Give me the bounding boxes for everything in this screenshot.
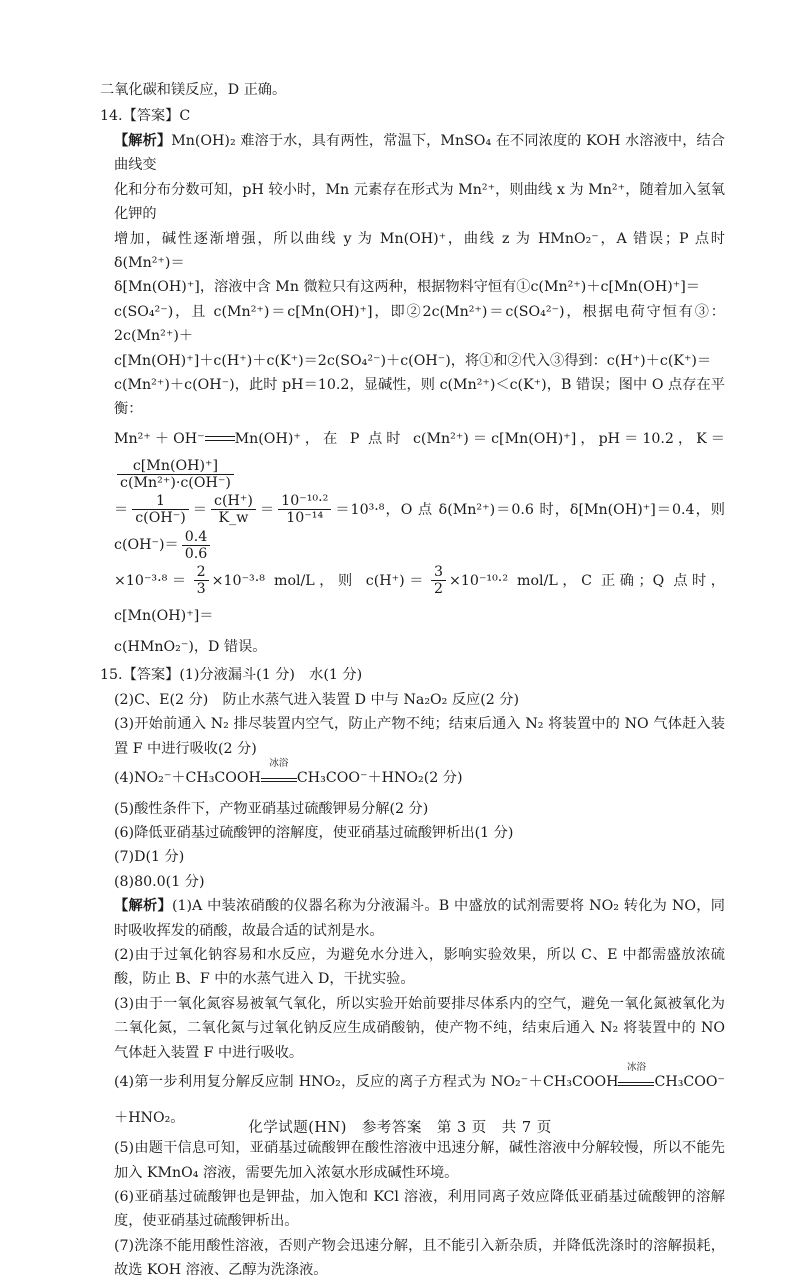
- q15-answers: [100, 688, 725, 1283]
- k-expression-fraction: $\frac{c[Mn(OH)^+]}{\text{c(Mn²⁺)·c(OH⁻)}}$: [117, 458, 234, 492]
- q14-line-3: 增加，碱性逐渐增强，所以曲线 y 为 Mn(OH)⁺，曲线 z 为 HMnO₂⁻，A 错误；P 点时 δ(Mn²⁺)＝: [114, 230, 725, 271]
- q15-answer-4: (4)NO₂⁻＋CH₃COOH 冰浴 CH₃COO⁻＋HNO₂(2 分): [114, 758, 463, 787]
- q14-answer-heading: 14.【答案】C: [100, 108, 191, 125]
- q14-line-6: c[Mn(OH)⁺]＋c(H⁺)＋c(K⁺)＝2c(SO₄²⁻)＋c(OH⁻)，将①和②代入③得到：c(H⁺)＋c(K⁺)＝: [114, 352, 712, 369]
- q14-line-2: 化和分布分数可知，pH 较小时，Mn 元素存在形式为 Mn²⁺，则曲线 x 为 Mn²⁺，随着加入氢氧化钾的: [114, 181, 725, 223]
- q15-answer-heading: 15.【答案】(1)分液漏斗(1 分) 水(1 分): [100, 667, 363, 684]
- q15-explanation-2: (2)由于过氧化钠容易和水反应，为避免水分进入，影响实验效果，所以 C、E 中都需盛放浓硫酸，防止 B、F 中的水蒸气进入 D，干扰实验。: [114, 947, 725, 988]
- q15-answer-5: (5)酸性条件下，产物亚硝基过硫酸钾易分解(2 分): [114, 800, 429, 817]
- q15-answer-8: (8)80.0(1 分): [114, 873, 205, 890]
- q15-answer-6: (6)降低亚硝基过硫酸钾的溶解度，使亚硝基过硫酸钾析出(1 分): [114, 824, 514, 841]
- q14-explanation: [100, 129, 725, 659]
- fraction-2: $\frac{c(H^+)}{K\_w}$: [211, 493, 256, 527]
- q14-line-4: δ[Mn(OH)⁺]，溶液中含 Mn 微粒只有这两种，根据物料守恒有①c(Mn²⁺)＋c[Mn(OH)⁺]＝: [114, 279, 700, 296]
- fraction-5: $\frac{2}{3}$: [194, 564, 209, 598]
- q14-explanation-tag: 【解析】: [114, 132, 172, 149]
- page-footer: 化学试题(HN) 参考答案 第 3 页 共 7 页: [248, 1120, 552, 1136]
- reaction-arrow-icon: 冰浴: [618, 1076, 654, 1086]
- fraction-3: $\frac{\text{10⁻¹⁰·²}}{\text{10⁻¹⁴}}$: [278, 493, 331, 527]
- q15-answer-2: (2)C、E(2 分) 防止水蒸气进入装置 D 中与 Na₂O₂ 反应(2 分): [114, 691, 520, 708]
- q14-line-10: ×10⁻³·⁸＝ $\frac{2}{3}$ ×10⁻³·⁸ mol/L，则 c(H⁺)＝ $\frac{3}{2}$ ×10⁻¹⁰·² mol/L，C 正确；Q 点时，c[Mn(OH)⁺]＝: [114, 564, 725, 625]
- fraction-4: $\frac{0.4}{0.6}$: [182, 529, 211, 563]
- q15-explanation-7: (7)洗涤不能用酸性溶液，否则产物会迅速分解，且不能引入新杂质，并降低洗涤时的溶解损耗，故选 KOH 溶液、乙醇为洗涤液。: [114, 1237, 725, 1279]
- q15-explanation-tag: 【解析】: [114, 898, 172, 915]
- q14-line-5: c(SO₄²⁻)，且 c(Mn²⁺)＝c[Mn(OH)⁺]，即②2c(Mn²⁺)＝c(SO₄²⁻)，根据电荷守恒有③：2c(Mn²⁺)＋: [114, 303, 725, 345]
- q14-line-1: 【解析】Mn(OH)₂ 难溶于水，具有两性，常温下，MnSO₄ 在不同浓度的 KOH 水溶液中，结合曲线变: [114, 132, 725, 174]
- q15-explanation-1: 【解析】(1)A 中装浓硝酸的仪器名称为分液漏斗。B 中盛放的试剂需要将 NO₂ 转化为 NO，同时吸收挥发的硝酸，故最合适的试剂是水。: [114, 898, 725, 939]
- q14-line-8: Mn²⁺＋OH⁻ Mn(OH)⁺，在 P 点时 c(Mn²⁺)＝c[Mn(OH)⁺]，pH＝10.2，K＝ $\frac{c[Mn(OH)^+]}{\text{c(Mn²⁺)·c(OH⁻)}}$: [114, 430, 725, 491]
- q15-explanation-5: (5)由题干信息可知，亚硝基过硫酸钾在酸性溶液中迅速分解，碱性溶液中分解较慢，所以不能先加入 KMnO₄ 溶液，需要先加入浓氨水形成碱性环境。: [114, 1140, 725, 1181]
- q15-answer-7: (7)D(1 分): [114, 849, 185, 866]
- q15-explanation-4: (4)第一步利用复分解反应制 HNO₂，反应的离子方程式为 NO₂⁻＋CH₃COOH 冰浴 CH₃COO⁻＋HNO₂。: [114, 1062, 725, 1126]
- equilibrium-arrow-icon: [205, 434, 235, 444]
- q15-answer-3: (3)开始前通入 N₂ 排尽装置内空气，防止产物不纯；结束后通入 N₂ 将装置中的 NO 气体赶入装置 F 中进行吸收(2 分): [114, 716, 725, 757]
- continuation-line: 二氧化碳和镁反应，D 正确。: [100, 82, 287, 98]
- answer-page: [100, 78, 725, 1283]
- fraction-1: $\frac{1}{c(OH^-)}$: [132, 493, 189, 527]
- q15-explanation-3: (3)由于一氧化氮容易被氧气氧化，所以实验开始前要排尽体系内的空气，避免一氧化氮被氧化为二氧化氮，二氧化氮与过氧化钠反应生成硝酸钠，使产物不纯，结束后通入 N₂ 将装置中的 NO 气体赶入装置 F 中进行吸收。: [114, 995, 725, 1061]
- reaction-arrow-icon: 冰浴: [261, 772, 297, 782]
- q14-line-11: c(HMnO₂⁻)，D 错误。: [114, 638, 267, 655]
- q14-line-7: c(Mn²⁺)＋c(OH⁻)，此时 pH＝10.2，显碱性，则 c(Mn²⁺)＜c(K⁺)，B 错误；图中 O 点存在平衡：: [114, 377, 725, 418]
- q15-explanation-6: (6)亚硝基过硫酸钾也是钾盐，加入饱和 KCl 溶液，利用同离子效应降低亚硝基过硫酸钾的溶解度，使亚硝基过硫酸钾析出。: [114, 1189, 725, 1230]
- q14-line-9: ＝ $\frac{1}{c(OH^-)}$ ＝ $\frac{c(H^+)}{K\_w}$ ＝ $\frac{\text{10⁻¹⁰·²}}{\text{10⁻¹⁴}}$ ＝10³·⁸，O 点 δ(Mn²⁺)＝0.6 时，δ[Mn(OH)⁺]＝0.4，则 c(OH⁻)＝ $\frac{0.4}{0.6}$: [114, 493, 725, 562]
- fraction-6: $\frac{3}{2}$: [431, 564, 446, 598]
